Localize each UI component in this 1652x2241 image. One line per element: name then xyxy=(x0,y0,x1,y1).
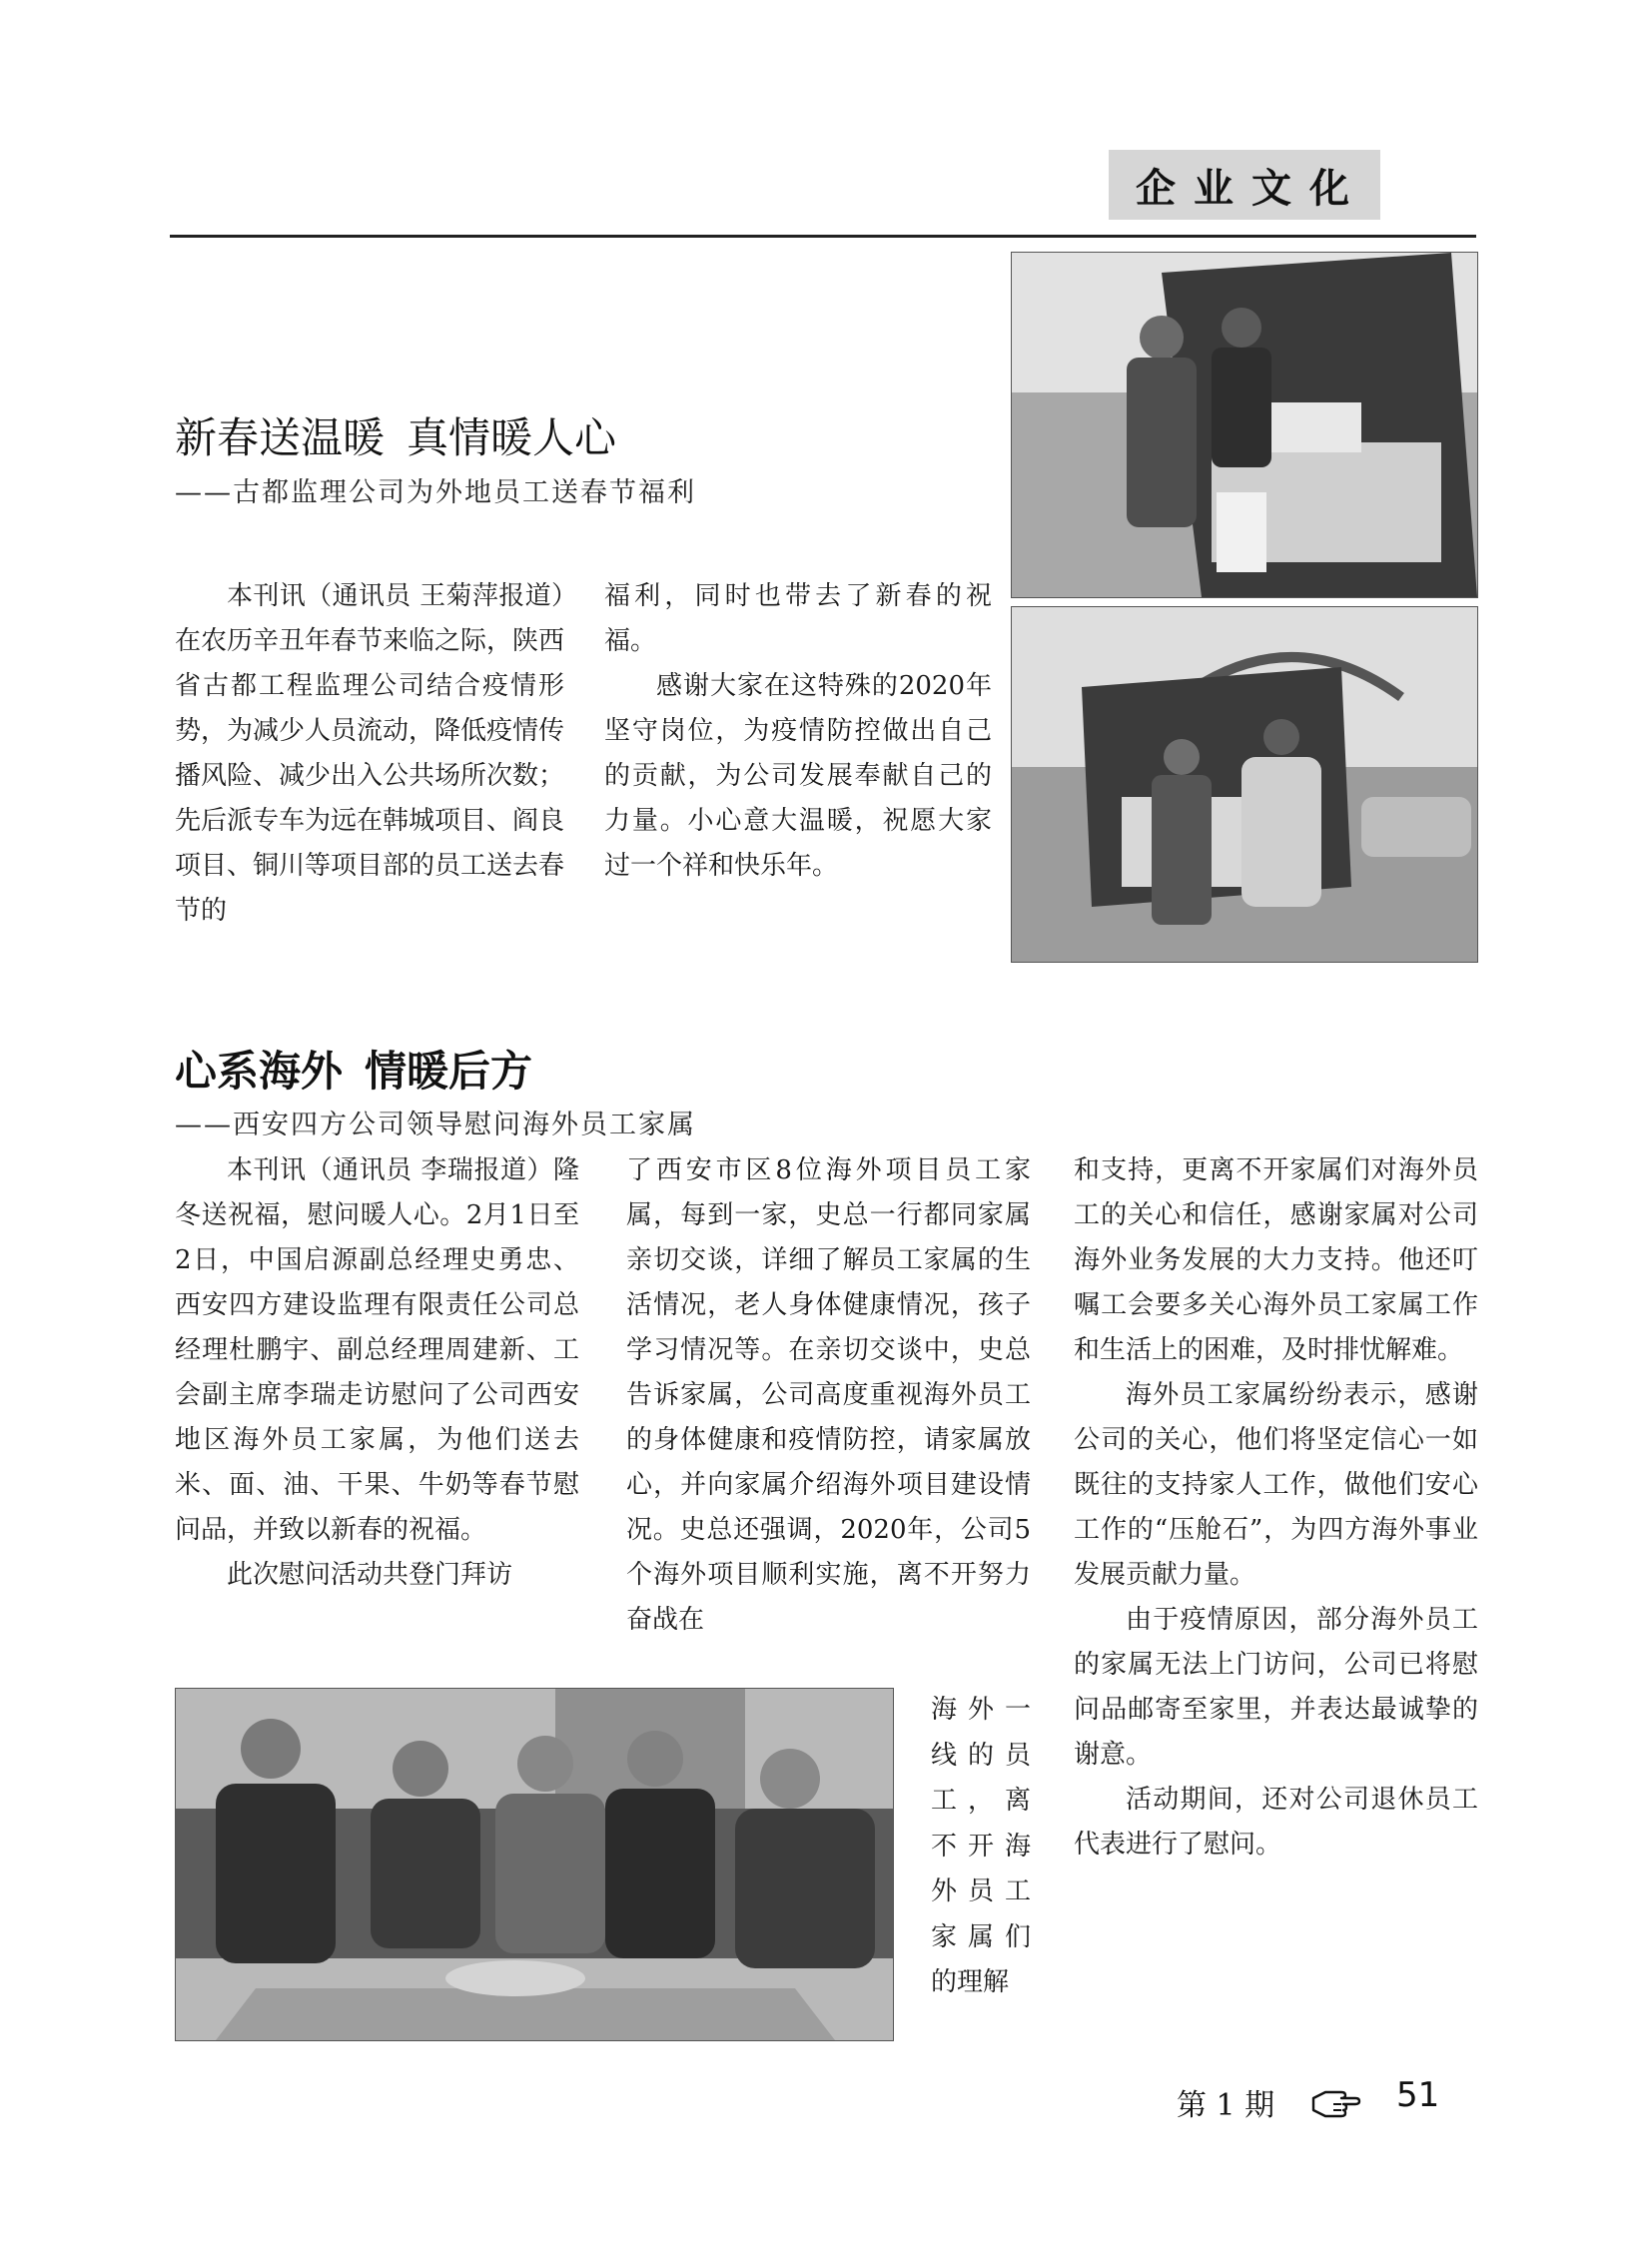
header-rule xyxy=(170,235,1476,238)
article2-col1-p1: 本刊讯（通讯员 李瑞报道）隆冬送祝福，慰问暖人心。2月1日至2日，中国启源副总经理史勇忠、西安四方建设监理有限责任公司总经理杜鹏宇、副总经理周建新、工会副主席李瑞走访慰问了公司西安地区海外员工家属，为他们送去米、面、油、干果、牛奶等春节慰问品，并致以新春的祝福。 xyxy=(175,1155,579,1545)
article1-column-1 xyxy=(175,574,564,934)
article1-title-part1: 新春送温暖 xyxy=(175,413,386,462)
article1-title-part2: 真情暖人心 xyxy=(407,413,617,462)
photo-delivery-gate xyxy=(1011,606,1478,963)
photo-gate-graphic xyxy=(1012,607,1477,962)
article2-column-3 xyxy=(1074,1148,1478,1868)
issue-label: 第 1 期 xyxy=(1177,2088,1275,2123)
article1-title xyxy=(175,405,616,465)
article2-title xyxy=(175,1039,532,1099)
photo-family-visit xyxy=(175,1688,894,2041)
article2-subtitle: ——西安四方公司领导慰问海外员工家属 xyxy=(175,1110,696,1140)
article1-col1-text: 本刊讯（通讯员 王菊萍报道）在农历辛丑年春节来临之际，陕西省古都工程监理公司结合疫情形势，为减少人员流动，降低疫情传播风险、减少出入公共场所次数；先后派专车为远在韩城项目、阎良项目、铜川等项目部的员工送去春节的 xyxy=(175,581,565,926)
article2-col3-p3: 由于疫情原因，部分海外员工的家属无法上门访问，公司已将慰问品邮寄至家里，并表达最诚挚的谢意。 xyxy=(1074,1605,1478,1770)
article2-col2-narrow: 海外一线的员工，离不开海外员工家属们的理解 xyxy=(931,1695,1031,1997)
pointing-hand-icon xyxy=(1311,2080,1361,2118)
article2-col3-p4: 活动期间，还对公司退休员工代表进行了慰问。 xyxy=(1074,1785,1478,1860)
photo-family-visit-graphic xyxy=(176,1689,893,2040)
article1-subtitle: ——古都监理公司为外地员工送春节福利 xyxy=(175,477,696,508)
article1-col2-p2: 感谢大家在这特殊的2020年坚守岗位，为疫情防控做出自己的贡献，为公司发展奉献自己的力量。小心意大温暖，祝愿大家过一个祥和快乐年。 xyxy=(604,671,992,881)
page-number: 51 xyxy=(1396,2075,1440,2115)
article2-col2-main: 了西安市区8位海外项目员工家属，每到一家，史总一行都同家属亲切交谈，详细了解员工家属的生活情况，老人身体健康情况，孩子学习情况等。在亲切交谈中，史总告诉家属，公司高度重视海外员工的身体健康和疫情防控，请家属放心，并向家属介绍海外项目建设情况。史总还强调，2020年，公司5个海外项目顺利实施，离不开努力奋战在 xyxy=(626,1155,1031,1635)
article2-title-part2: 情暖后方 xyxy=(365,1047,533,1096)
article2-column-2-narrow xyxy=(931,1688,1031,2006)
photo-car-trunk-graphic xyxy=(1012,253,1477,597)
article1-col2-p1: 福利，同时也带去了新春的祝福。 xyxy=(604,581,992,656)
article2-col1-p2: 此次慰问活动共登门拜访 xyxy=(227,1560,513,1590)
section-tag: 企业文化 xyxy=(1109,150,1380,220)
article2-column-2 xyxy=(626,1148,1031,1643)
article1-column-2 xyxy=(604,574,992,889)
article2-column-1 xyxy=(175,1148,579,1598)
article2-title-part1: 心系海外 xyxy=(175,1047,344,1096)
photo-delivery-car-trunk xyxy=(1011,252,1478,598)
article2-col3-p1: 和支持，更离不开家属们对海外员工的关心和信任，感谢家属对公司海外业务发展的大力支持。他还叮嘱工会要多关心海外员工家属工作和生活上的困难，及时排忧解难。 xyxy=(1074,1155,1478,1365)
article2-col3-p2: 海外员工家属纷纷表示，感谢公司的关心，他们将坚定信心一如既往的支持家人工作，做他们安心工作的“压舱石”，为四方海外事业发展贡献力量。 xyxy=(1074,1380,1478,1590)
